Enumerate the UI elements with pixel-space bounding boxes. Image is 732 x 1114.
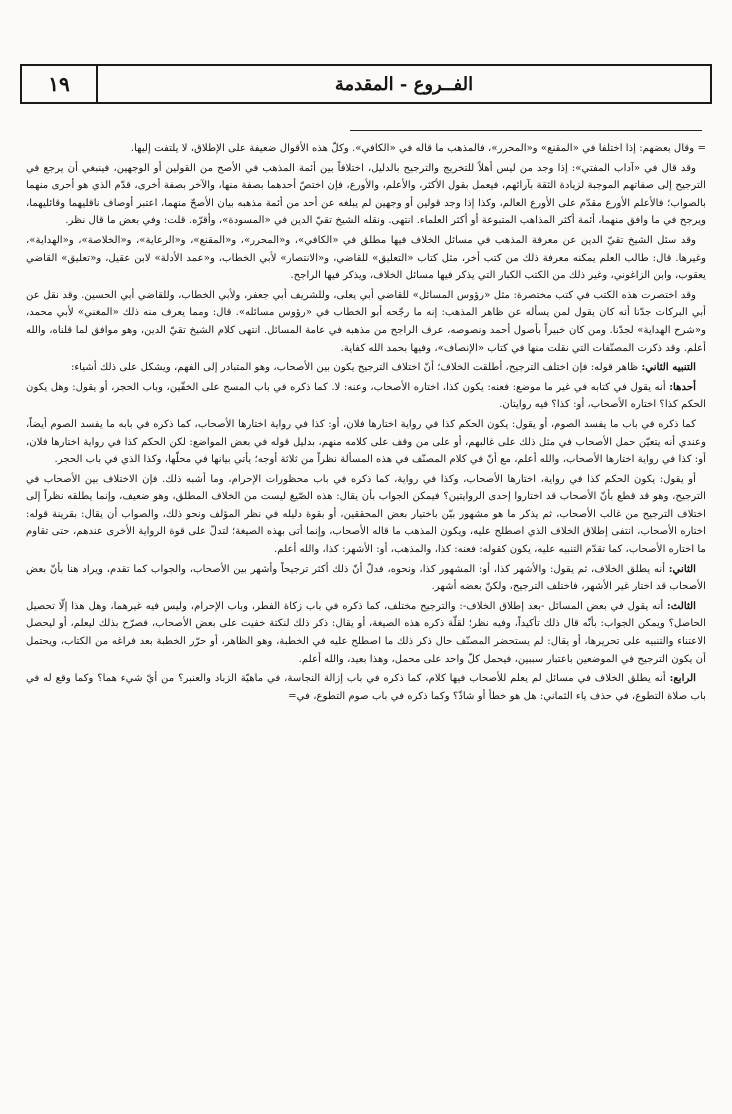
paragraph-text: وقد اختصرت هذه الكتب في كتب مختصرة: مثل «رؤوس المسائل» للقاضي أبي يعلى، وللشريف أبي جعفر، ولأبي الخطاب، وللقاضي أبي الحسين. وقد نقل عن أبي البركات جدّنا أنه كان يقول لمن يسأله عن ظاهر المذهب: إنه ما رجّحه أبو الخطاب في «رؤوس مسائله». قال: ومما يعرف منه ذلك «المغني» لأبي محمد، و«شرح الهداية» لجدّنا. ومن كان خبيراً بأصول أحمد ونصوصه، عرف الراجح من مذهبه في عامة المسائل. انتهى كلام الشيخ تقيّ الدين، وهو موافق لما قلناه، والله أعلم. وقد ذكرت المصنّفات التي نقلت منها في كتاب «الإنصاف»، وفيها بحمد الله كفاية. xyxy=(26,289,706,354)
paragraph-lead: أحدها: xyxy=(669,380,696,393)
paragraph xyxy=(26,140,706,158)
paragraph-text: وقد قال في «آداب المفتي»: إذا وجد من ليس أهلاً للتخريج والترجيح بالدليل، اختلافاً بين أئمة المذهب في الأصح من القولين أو الوجهين، فينبغي أن يرجع في الترجيح إلى صفاتهم الموجبة لزيادة الثقة بآرائهم، فيعمل بقول الأكثر، والأعلم، والأورع، فإن اختصّ أحدهما بصفة منها، والآخر بصفة أخرى، قدّم الذي هو أحرى منهما بالصواب؛ فالأعلم الأورع مقدّم على الأورع العالم، وكذا إذا وجد قولين أو وجهين لم يبلغه عن أحد من أئمة مذهبه بيان الأصحّ منهما، اعتبر أوصاف ناقليهما وقائليهما، ويرجح في ما وافق منهما، أئمة أكثر المذاهب المتبوعة أو أكثر العلماء. انتهى. ونقله الشيخ تقيّ الدين في «المسودة»، وأقرّه. قلت: وفي بعض ما قال نظر. xyxy=(26,162,706,227)
paragraph xyxy=(26,471,706,559)
paragraph xyxy=(26,598,706,668)
paragraph-text: ظاهر قوله: فإن اختلف الترجيح، أطلقت الخلاف؛ أنّ اختلاف الترجيح يكون بين الأصحاب، وهو المتبادر إلى الفهم، ويشكل على ذلك أشياء: xyxy=(70,362,639,374)
paragraph-lead: التنبيه الثاني: xyxy=(641,361,696,374)
footnote-separator xyxy=(350,130,702,131)
paragraph-lead: الرابع: xyxy=(669,672,696,685)
page-header xyxy=(20,64,712,104)
paragraph xyxy=(26,379,706,414)
paragraph-text: أو يقول: يكون الحكم كذا في رواية، اختارها الأصحاب، وكذا في رواية، كما ذكره في باب محظورات الإحرام، وما أشبه ذلك. فإن الاختلاف بين الأصحاب في الترجيح، وهو قد قطع بأنّ الأصحاب قد اختاروا إحدى الروايتين؟ فيمكن الجواب بأن يقال: هذه الصّيغ ليست من الخلاف المطلق، وهو ضعيف، وإنما يطلقه نظراً إلى اختلاف الترجيح من غالب الأصحاب، ثم يذكر ما هو مشهور بيّن باختيار بعض المحققين، أو بقوة دليله في نظر المؤلف ونحو ذلك، والصواب أن يقال: بقرينة قوله: اختاره الأصحاب، انتفى إطلاق الخلاف الذي اصطلح عليه، ويكون المذهب ما قاله الأصحاب، وإنما أتى بهذه الصيغة؛ لتدلّ على قوة الرواية الأخرى عندهم، حتى تقاوم ما اختاره الأصحاب، كما تقدّم التنبيه عليه، يكون كقوله: فعنه: كذا، والمذهب، أو: الأشهر: كذا، والله أعلم. xyxy=(26,473,706,556)
paragraph-text: أنه يطلق الخلاف، ثم يقول: والأشهر كذا، أو: المشهور كذا، ونحوه، فدلّ أنّ ذلك أكثر ترجيحاً وأشهر بين الأصحاب، والجواب كما تقدم، ويراد هنا بأنّ بعض الأصحاب قد اختار غير الأشهر، فاختلف الترجيح، ولكنّ بعضه أشهر. xyxy=(26,563,706,593)
paragraph-text: أنه يطلق الخلاف في مسائل لم يعلم للأصحاب فيها كلام، كما ذكره في باب إزالة النجاسة، في ماهيّة الزباد والعنبر؟ من أيّ شيء هما؟ وكما وقع له في باب صلاة التطوع، في حذف ياء الثماني: هل هو خطأ أو شاذّ؟ وكما ذكره في باب صوم التطوع، في= xyxy=(26,673,706,702)
paragraph xyxy=(26,670,706,705)
running-title: الفــروع - المقدمة xyxy=(334,73,474,95)
paragraph-text: أنه يقول في كتابه في غير ما موضع: فعنه: يكون كذا، اختاره الأصحاب، وعنه: لا. كما ذكره في باب المسح على الخفّين، وباب الحجر، أو يقول: وهل يكون الحكم كذا؟ اختاره الأصحاب، أو: كذا؟ فيه روايتان. xyxy=(26,381,706,411)
paragraph xyxy=(26,359,706,377)
paragraph-lead: الثالث: xyxy=(667,599,696,612)
paragraph-text: = وقال بعضهم: إذا اختلفا في «المقنع» و«المحرر»، فالمذهب ما قاله في «الكافي». وكلّ هذه الأقوال ضعيفة على الإطلاق، لا يلتفت إليها. xyxy=(130,143,706,154)
paragraph xyxy=(26,287,706,357)
paragraph-lead: الثاني: xyxy=(668,562,696,575)
paragraph-text: كما ذكره في باب ما يفسد الصوم، أو يقول: يكون الحكم كذا في رواية اختارها فلان، أو: كذا في رواية اختارها الأصحاب، كما ذكره في بابه ما يفسد الصوم أيضاً، وعندي أنه يتعيّن حمل الأصحاب في مثل ذلك على غالبهم، أو على من وقف على كلامه منهم، بدليل قوله في بعض المواضع: لكن الحكم كذا في رواية اختارها فلان، أو: كذا في رواية اختارها الأصحاب، والله أعلم، مع أنّ في كلام المصنّف في هذه المسألة نظراً من ثلاثة أوجه؛ يأتي بيانها في محلّها، وكذا الذي في باب الحجر. xyxy=(26,418,706,466)
page-body xyxy=(26,140,706,1105)
paragraph xyxy=(26,561,706,596)
paragraph-text: أنه يقول في بعض المسائل -بعد إطلاق الخلاف-: والترجيح مختلف، كما ذكره في باب زكاة الفطر، وباب الإحرام، وليس فيه غيرهما، وهل هذا إلّا تحصيل الحاصل؟ ويمكن الجواب: بأنّه قال ذلك تأكيداً، وفيه نظر؛ لقلّة ذكره هذه الصيغة، أو يقال: ذكر ذلك لنكتة خفيت على بعض الأصحاب، فصرّح بذلك ليعلم، أو ليحصل الاعتناء والتنبيه على تحريرها، أو يقال: لم يستحضر المصنّف حال ذكر ذلك ما اصطلح عليه في الخطبة، وهو الظاهر، أو حرّر الخطبة بعد فراغه من الكتاب، ويحتمل أن يكون الترجيح في الموضعين باعتبار سببين، فيحمل كلّ واحد على محمل، وهذا بعيد، والله أعلم. xyxy=(26,600,706,665)
paragraph xyxy=(26,232,706,285)
paragraph xyxy=(26,160,706,230)
paragraph xyxy=(26,416,706,469)
paragraph-text: وقد سئل الشيخ تقيّ الدين عن معرفة المذهب في مسائل الخلاف فيها مطلق في «الكافي»، و«المحرر»، و«المقنع»، و«الرعاية»، و«الخلاصة»، و«الهداية»، وغيرها. قال: طالب العلم يمكنه معرفة ذلك من كتب أخر، مثل كتاب «التعليق» للقاضي، و«الانتصار» لأبي الخطاب، و«عمد الأدلة» لابن عقيل، و«تعليق» القاضي يعقوب، وابن الزاغوني، وغير ذلك من الكتب الكبار التي يذكر فيها مسائل الخلاف، ويذكر فيها الراجح. xyxy=(26,234,706,282)
page-number: ١٩ xyxy=(22,66,98,102)
